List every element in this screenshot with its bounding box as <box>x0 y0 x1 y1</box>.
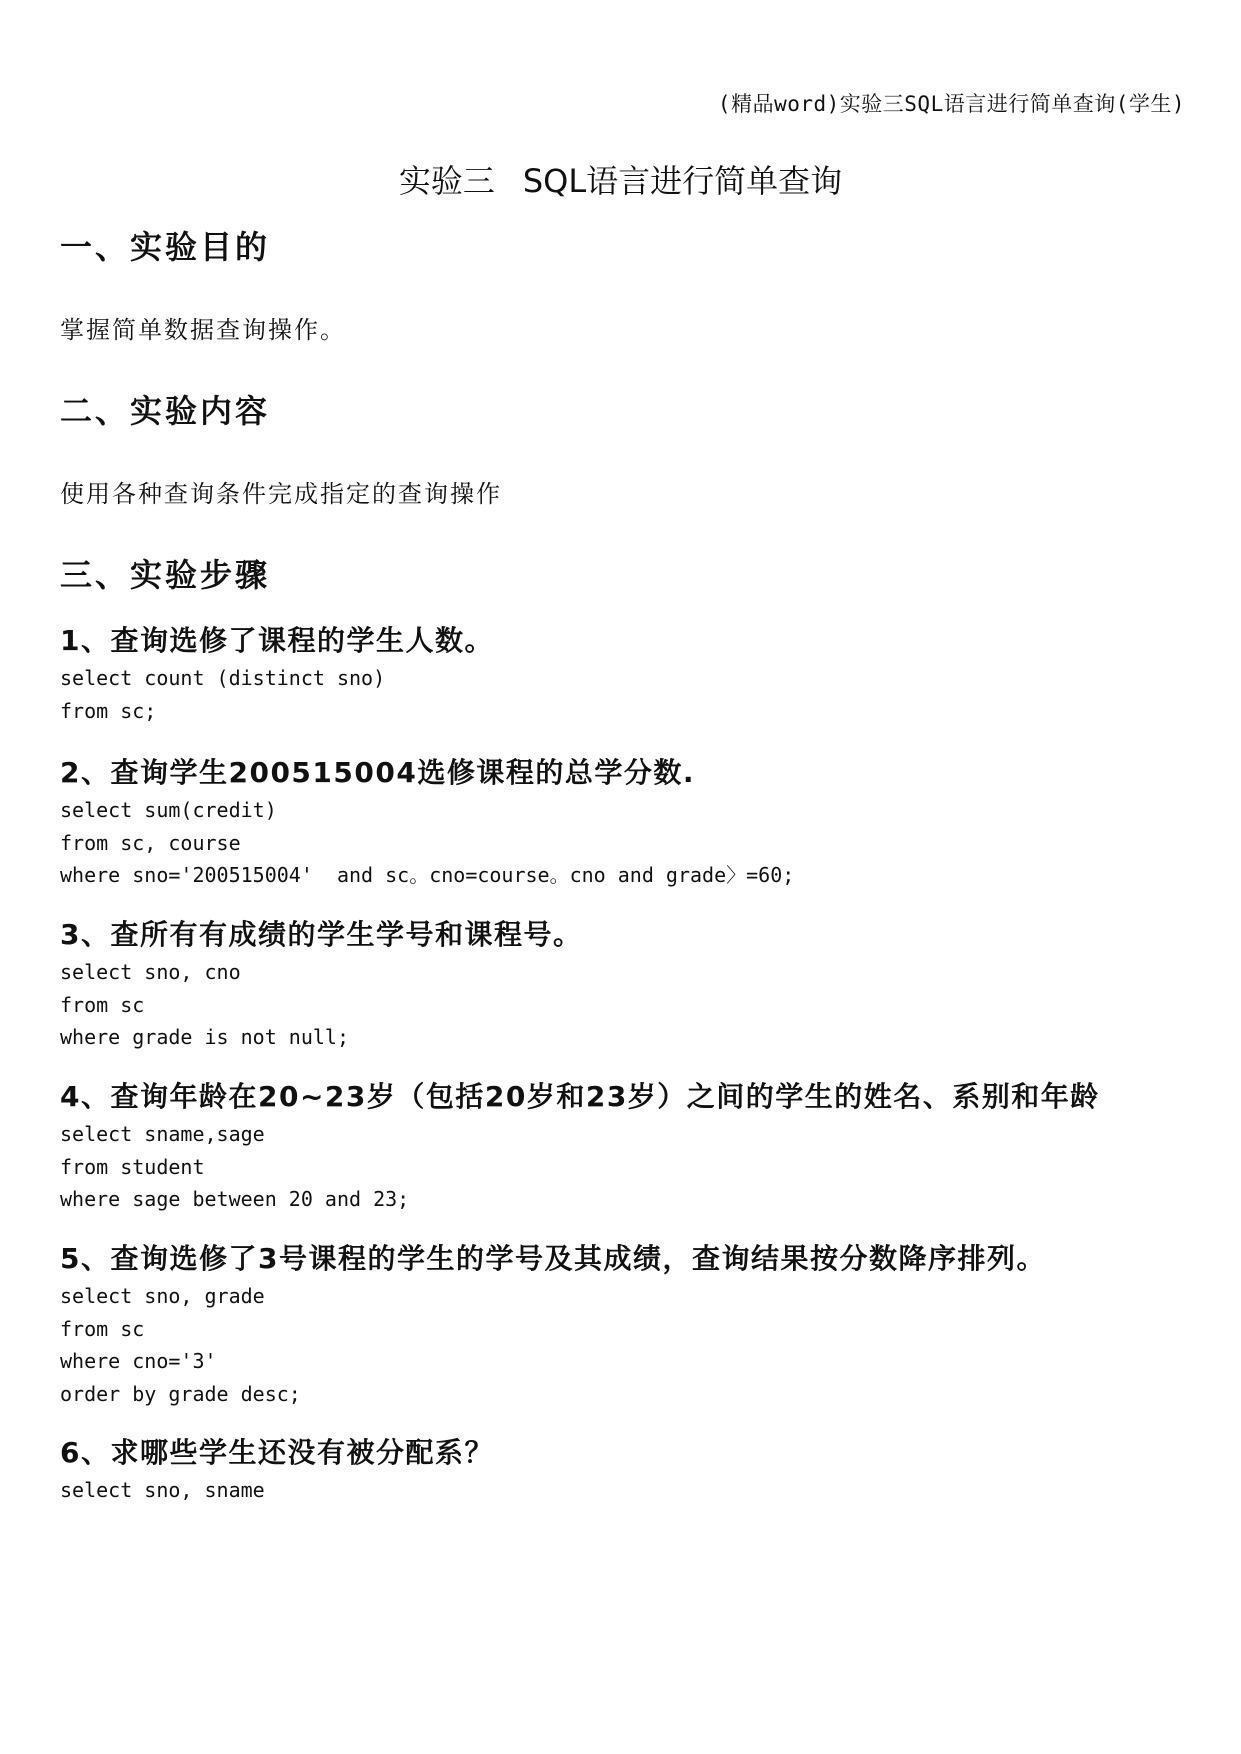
code-line: select sname,sage <box>60 1122 265 1146</box>
code-line: from student <box>60 1154 205 1179</box>
section-heading-purpose: 一、实验目的 <box>60 228 271 266</box>
code-line: select sno, cno <box>60 960 241 984</box>
code-line: select sno, sname <box>60 1478 265 1502</box>
code-line: where sage between 20 and 23; <box>60 1187 410 1211</box>
document-title-main: SQL语言进行简单查询 <box>522 162 843 200</box>
section-text-purpose: 掌握简单数据查询操作。 <box>60 316 346 344</box>
step-title: 2、查询学生200515004选修课程的总学分数. <box>60 756 695 789</box>
code-line: from sc, course <box>60 830 241 855</box>
step-4 <box>60 1076 1190 1216</box>
code-line: where cno='3' <box>60 1349 217 1373</box>
code-line: where sno='200515004' and sc。cno=course。cno and grade〉=60; <box>60 863 795 887</box>
section-heading-content: 二、实验内容 <box>60 392 271 430</box>
code-line: order by grade desc; <box>60 1381 301 1406</box>
step-title: 6、求哪些学生还没有被分配系？ <box>60 1436 494 1469</box>
step-title: 1、查询选修了课程的学生人数。 <box>60 624 494 657</box>
step-6 <box>60 1432 1190 1507</box>
step-2 <box>60 752 1190 892</box>
step-5 <box>60 1238 1190 1410</box>
code-line: select sno, grade <box>60 1284 265 1308</box>
step-3 <box>60 914 1190 1054</box>
code-line: select count (distinct sno) <box>60 666 386 690</box>
step-1 <box>60 620 1190 727</box>
running-header: (精品word)实验三SQL语言进行简单查询(学生) <box>717 92 1185 116</box>
code-line: from sc <box>60 992 145 1017</box>
section-heading-steps: 三、实验步骤 <box>60 556 271 594</box>
document-title <box>0 156 1241 202</box>
code-line: where grade is not null; <box>60 1025 349 1049</box>
section-text-content: 使用各种查询条件完成指定的查询操作 <box>60 480 502 508</box>
step-title: 4、查询年龄在20~23岁（包括20岁和23岁）之间的学生的姓名、系别和年龄 <box>60 1080 1100 1113</box>
step-title: 3、查所有有成绩的学生学号和课程号。 <box>60 918 583 951</box>
step-title: 5、查询选修了3号课程的学生的学号及其成绩，查询结果按分数降序排列。 <box>60 1242 1046 1275</box>
code-line: from sc <box>60 1316 145 1341</box>
code-line: from sc; <box>60 698 157 723</box>
code-line: select sum(credit) <box>60 798 277 822</box>
document-title-prefix: 实验三 <box>398 162 495 200</box>
